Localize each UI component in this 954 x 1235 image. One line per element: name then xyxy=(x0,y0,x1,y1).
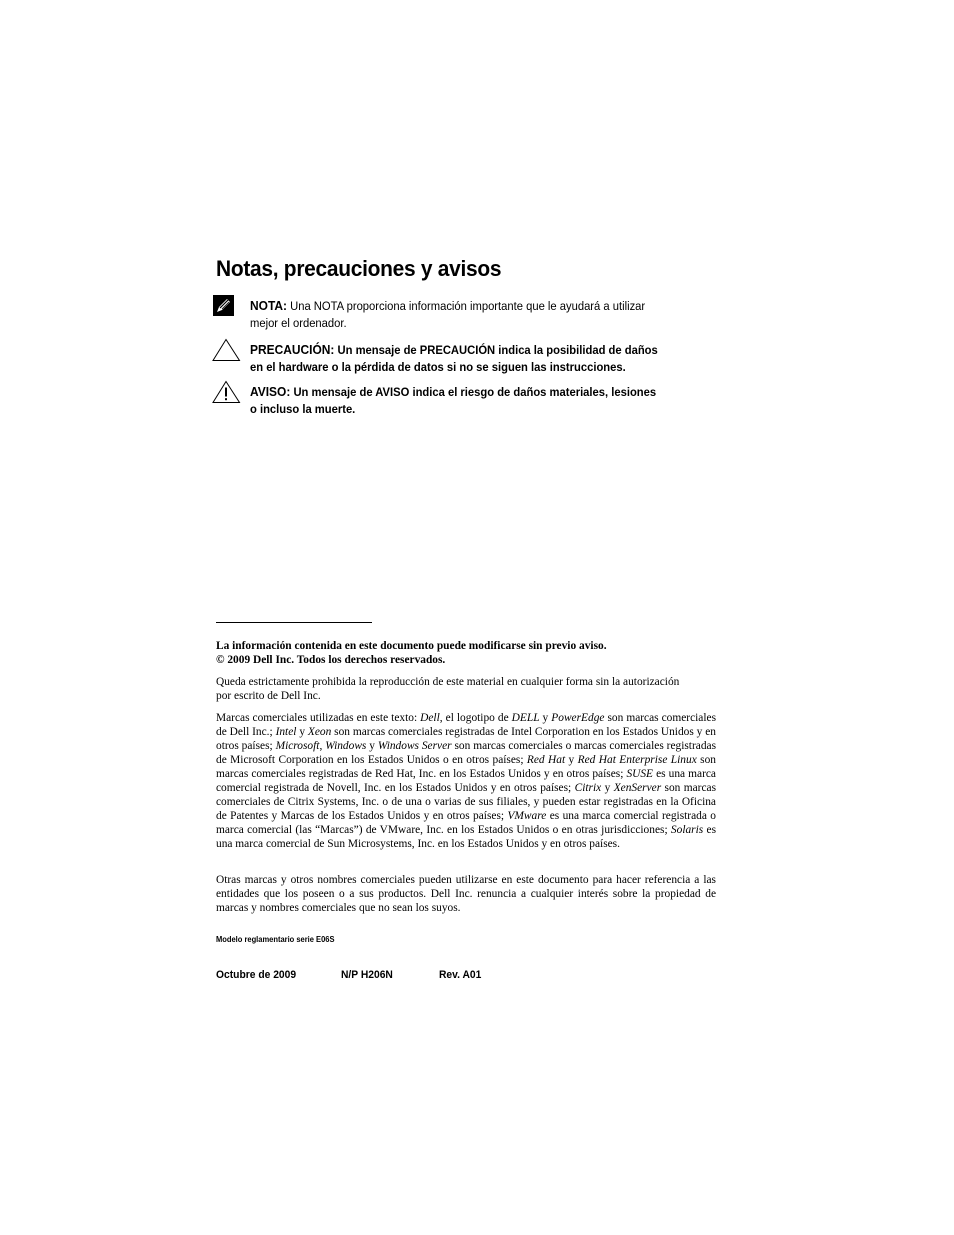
page-title: Notas, precauciones y avisos xyxy=(216,256,502,281)
trademark-name: Xeon xyxy=(307,726,332,738)
trademark-name: Red Hat xyxy=(526,754,566,766)
trademark-name: Solaris xyxy=(670,824,704,836)
trademarks-text: , xyxy=(319,740,326,752)
trademark-name: XenServer xyxy=(613,782,662,794)
trademark-name: DELL xyxy=(511,712,540,724)
trademarks-text: son marcas comerciales registradas de Red Hat, Inc. en los Estados Unidos y en otros países; xyxy=(216,754,716,780)
caution-triangle-icon xyxy=(212,338,242,362)
caution-line-2: en el hardware o la pérdida de datos si no se siguen las instrucciones. xyxy=(250,360,626,374)
other-marks-paragraph: Otras marcas y otros nombres comerciales pueden utilizarse en este documento para hacer referencia a las entidades que los poseen o a sus productos. Dell Inc. renuncia a cualquier interés sobre la propiedad de marcas y nombres comerciales que no sean los suyos. xyxy=(216,874,716,914)
info-line: La información contenida en este documento puede modificarse sin previo aviso. xyxy=(216,640,607,652)
notice-of-change xyxy=(216,639,716,667)
caution-text xyxy=(250,341,738,376)
trademarks-text: y xyxy=(296,726,308,738)
trademarks-text: y xyxy=(601,782,614,794)
copyright-line: © 2009 Dell Inc. Todos los derechos reservados. xyxy=(216,654,446,666)
revision: Rev. A01 xyxy=(439,969,482,981)
trademarks-text: Marcas comerciales utilizadas en este texto: xyxy=(216,712,421,724)
trademark-name: Windows Server xyxy=(377,740,452,752)
trademarks-text: son marcas comerciales o marcas comerciales registradas de Microsoft Corporation en los Estados Unidos o en otros países; xyxy=(216,740,716,766)
note-line-1: Una NOTA proporciona información importante que le ayudará a utilizar xyxy=(290,299,646,313)
part-number: N/P H206N xyxy=(341,969,393,981)
trademark-name: SUSE xyxy=(626,768,654,780)
trademarks-text: y xyxy=(366,740,378,752)
caution-line-1: Un mensaje de PRECAUCIÓN indica la posibilidad de daños xyxy=(337,343,658,357)
note-text xyxy=(250,297,738,332)
reproduction-prohibition xyxy=(216,675,716,703)
trademarks-text: , el logotipo de xyxy=(439,712,512,724)
warning-text xyxy=(250,383,738,418)
warning-label: AVISO: xyxy=(250,384,291,399)
trademark-name: Intel xyxy=(275,726,297,738)
trademarks-paragraph xyxy=(216,711,716,851)
trademarks-text: son marcas comerciales de Dell Inc.; xyxy=(216,712,717,738)
prohibition-line-2: por escrito de Dell Inc. xyxy=(216,690,321,702)
trademark-name: Red Hat Enterprise Linux xyxy=(577,754,697,766)
trademarks-text: y xyxy=(539,712,552,724)
warning-line-1: Un mensaje de AVISO indica el riesgo de daños materiales, lesiones xyxy=(293,385,657,399)
caution-label: PRECAUCIÓN: xyxy=(250,342,335,357)
publication-date: Octubre de 2009 xyxy=(216,969,297,981)
note-label: NOTA: xyxy=(250,298,287,313)
regulatory-model: Modelo reglamentario serie E06S xyxy=(216,935,335,944)
note-line-2: mejor el ordenador. xyxy=(250,316,347,330)
trademark-name: Dell xyxy=(420,712,440,724)
trademarks-text: es una marca comercial registrada de Novell, Inc. en los Estados Unidos y en otros países; xyxy=(216,768,716,794)
trademarks-text: es una marca comercial de Sun Microsystems, Inc. en los Estados Unidos y en otros países. xyxy=(216,824,717,850)
note-pencil-icon xyxy=(212,294,242,318)
warning-triangle-icon xyxy=(212,380,242,404)
section-divider xyxy=(216,622,372,623)
trademark-name: VMware xyxy=(507,810,547,822)
warning-line-2: o incluso la muerte. xyxy=(250,402,356,416)
trademarks-text: es una marca comercial registrada o marca comercial (las “Marcas”) de VMware, Inc. en los Estados Unidos o en otras jurisdicciones; xyxy=(216,810,716,836)
prohibition-line-1: Queda estrictamente prohibida la reproducción de este material en cualquier forma sin la autorización xyxy=(216,676,680,688)
trademark-name: Windows xyxy=(325,740,367,752)
trademark-name: Microsoft xyxy=(275,740,320,752)
trademarks-text: son marcas comerciales registradas de Intel Corporation en los Estados Unidos y en otros países; xyxy=(216,726,716,752)
trademarks-text: y xyxy=(565,754,578,766)
trademark-name: PowerEdge xyxy=(551,712,605,724)
trademark-name: Citrix xyxy=(574,782,602,794)
trademarks-text: son marcas comerciales de Citrix Systems, Inc. o de una o varias de sus filiales, y pueden estar registradas en la Oficina de Patentes y Marcas de los Estados Unidos y en otros países; xyxy=(216,782,716,822)
